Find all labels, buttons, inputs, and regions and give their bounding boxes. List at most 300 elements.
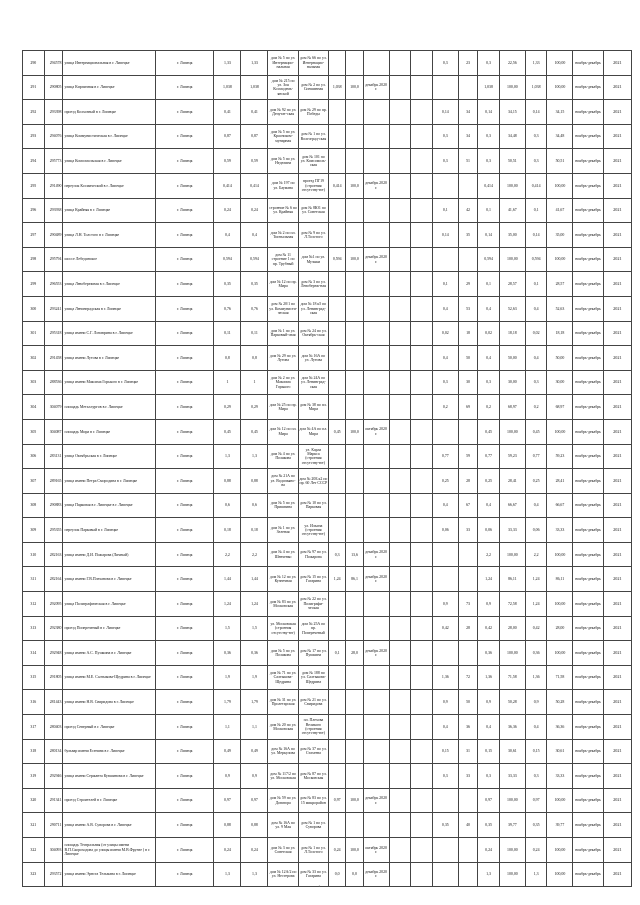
col-e bbox=[411, 346, 433, 371]
city: г. Липецк bbox=[156, 419, 214, 444]
length: 1 bbox=[214, 370, 241, 395]
object-code: 290489 bbox=[44, 223, 62, 248]
col-d bbox=[389, 813, 411, 838]
repair-percent bbox=[458, 567, 477, 592]
result-percent: 59,23 bbox=[499, 444, 525, 469]
result-length: 0,3 bbox=[478, 124, 500, 149]
length: 1,33 bbox=[214, 51, 241, 76]
segment-end: дом № 101 по ул. Комсомоль-ская bbox=[298, 149, 328, 174]
segment-start: дом № 5 по ул. Неделина bbox=[268, 149, 298, 174]
segment-start: дом № 5 по ул. Полякова bbox=[268, 641, 298, 666]
result-length: 0,42 bbox=[478, 616, 500, 641]
length: 0,24 bbox=[214, 838, 241, 863]
year: 2021 bbox=[603, 788, 631, 813]
work-period: ноябрь-декабрь bbox=[573, 739, 603, 764]
col-d bbox=[389, 469, 411, 494]
col-e bbox=[411, 542, 433, 567]
table-row bbox=[23, 296, 632, 321]
result-length: 0,594 bbox=[478, 247, 500, 272]
prev-date bbox=[363, 346, 389, 371]
result-length: 0,4 bbox=[478, 346, 500, 371]
year: 2021 bbox=[603, 419, 631, 444]
repair-percent bbox=[458, 75, 477, 100]
table-row bbox=[23, 149, 632, 174]
length-total: 1,1 bbox=[241, 715, 268, 740]
length: 0,76 bbox=[214, 296, 241, 321]
result-percent: 33,33 bbox=[499, 518, 525, 543]
repair-length: 0,4 bbox=[432, 346, 458, 371]
year: 2021 bbox=[603, 444, 631, 469]
segment-start: строение № 6 по ул. Крайняя bbox=[268, 198, 298, 223]
city: г. Липецк bbox=[156, 665, 214, 690]
segment-start: дом № 31 по ул. Пролетарская bbox=[268, 690, 298, 715]
object-code: 290711 bbox=[44, 813, 62, 838]
col-e bbox=[411, 247, 433, 272]
prev-percent bbox=[346, 444, 363, 469]
length: 0,35 bbox=[214, 272, 241, 297]
final-percent: 100,00 bbox=[547, 51, 573, 76]
city: г. Липецк bbox=[156, 395, 214, 420]
final-percent: 100,00 bbox=[547, 173, 573, 198]
row-number: 303 bbox=[23, 370, 45, 395]
prev-date bbox=[363, 272, 389, 297]
city: г. Липецк bbox=[156, 813, 214, 838]
object-code: 295773 bbox=[44, 149, 62, 174]
segment-start: дом № 5 по ул. Пришвина bbox=[268, 493, 298, 518]
col-e bbox=[411, 567, 433, 592]
result-percent: 30,61 bbox=[499, 739, 525, 764]
final-percent: 100,00 bbox=[547, 641, 573, 666]
city: г. Липецк bbox=[156, 100, 214, 125]
row-number: 318 bbox=[23, 739, 45, 764]
length: 0,24 bbox=[214, 198, 241, 223]
work-period: ноябрь-декабрь bbox=[573, 715, 603, 740]
result-length: 0,3 bbox=[478, 370, 500, 395]
length-total: 1,3 bbox=[241, 444, 268, 469]
result-percent: 41,67 bbox=[499, 198, 525, 223]
prev-length bbox=[329, 715, 346, 740]
result-length: 0,414 bbox=[478, 173, 500, 198]
work-period: ноябрь-декабрь bbox=[573, 862, 603, 887]
col-e bbox=[411, 198, 433, 223]
segment-end: пл. Плехова Великого (строения отсутству-ют) bbox=[298, 715, 328, 740]
road-name: шоссе Лебединское bbox=[63, 247, 156, 272]
object-code: 290883 bbox=[44, 493, 62, 518]
year: 2021 bbox=[603, 518, 631, 543]
result-length: 1,36 bbox=[478, 665, 500, 690]
final-percent: 50,51 bbox=[547, 149, 573, 174]
final-percent: 35,00 bbox=[547, 223, 573, 248]
prev-date bbox=[363, 100, 389, 125]
prev-date bbox=[363, 665, 389, 690]
col-d bbox=[389, 395, 411, 420]
repair-length: 0,25 bbox=[432, 469, 458, 494]
length: 1,24 bbox=[214, 592, 241, 617]
result-length: 0,4 bbox=[478, 296, 500, 321]
prev-length bbox=[329, 493, 346, 518]
final-percent: 71,58 bbox=[547, 665, 573, 690]
work-period: ноябрь-декабрь bbox=[573, 321, 603, 346]
length: 0,6 bbox=[214, 493, 241, 518]
result-length: 0,77 bbox=[478, 444, 500, 469]
col-e bbox=[411, 641, 433, 666]
segment-end: дом № 66 по ул. Интернацио-нальная bbox=[298, 51, 328, 76]
repair-percent bbox=[458, 173, 477, 198]
road-name: улица имени Сержанта Кувшинова в г. Липецке bbox=[63, 764, 156, 789]
result-percent: 35,00 bbox=[499, 223, 525, 248]
final-length: 0,1 bbox=[525, 198, 547, 223]
final-percent: 52,63 bbox=[547, 296, 573, 321]
road-name: проезд Строителей в г. Липецке bbox=[63, 788, 156, 813]
length-total: 0,6 bbox=[241, 493, 268, 518]
segment-start: дом № 20/1 по ул. Коммунисти-ческая bbox=[268, 296, 298, 321]
final-length: 0,4 bbox=[525, 346, 547, 371]
prev-date bbox=[363, 395, 389, 420]
work-period: ноябрь-декабрь bbox=[573, 272, 603, 297]
length: 0,49 bbox=[214, 739, 241, 764]
segment-start: дом № 25 по пр. Мира bbox=[268, 395, 298, 420]
final-length: 0,06 bbox=[525, 518, 547, 543]
col-d bbox=[389, 715, 411, 740]
segment-start: дом № 2 по ул. Максима Горького bbox=[268, 370, 298, 395]
object-code: 304093 bbox=[44, 838, 62, 863]
final-percent: 39,77 bbox=[547, 813, 573, 838]
segment-end: дом № 18 к5 по ул. Ленинград-ская bbox=[298, 296, 328, 321]
row-number: 296 bbox=[23, 198, 45, 223]
segment-end: дом № 38 по пл. Мира bbox=[298, 395, 328, 420]
work-period: ноябрь-декабрь bbox=[573, 149, 603, 174]
prev-length: 0,414 bbox=[329, 173, 346, 198]
col-d bbox=[389, 346, 411, 371]
final-length: 0,3 bbox=[525, 124, 547, 149]
prev-date bbox=[363, 715, 389, 740]
city: г. Липецк bbox=[156, 739, 214, 764]
road-name: улица имени А.В. Суворова в г. Липецке bbox=[63, 813, 156, 838]
work-period: ноябрь-декабрь bbox=[573, 813, 603, 838]
length: 0,8 bbox=[214, 346, 241, 371]
prev-date bbox=[363, 469, 389, 494]
prev-length bbox=[329, 296, 346, 321]
prev-length bbox=[329, 739, 346, 764]
segment-end: дом № 16А по ул. Лутова bbox=[298, 346, 328, 371]
result-percent: 100,00 bbox=[499, 838, 525, 863]
final-percent: 100,00 bbox=[547, 419, 573, 444]
segment-start: дом № 16А по ул. 9 Мая bbox=[268, 813, 298, 838]
result-length: 1,3 bbox=[478, 862, 500, 887]
length-total: 1,3 bbox=[241, 862, 268, 887]
year: 2021 bbox=[603, 296, 631, 321]
segment-end: проезд ПГ19 (строения отсутству-ют) bbox=[298, 173, 328, 198]
row-number: 310 bbox=[23, 542, 45, 567]
segment-start: дом № 12 по пр. Мира bbox=[268, 272, 298, 297]
prev-length: 0,3 bbox=[329, 542, 346, 567]
work-period: ноябрь-декабрь bbox=[573, 518, 603, 543]
final-percent: 30,61 bbox=[547, 739, 573, 764]
length-total: 1,44 bbox=[241, 567, 268, 592]
prev-length: 0,24 bbox=[329, 838, 346, 863]
length-total: 1,33 bbox=[241, 51, 268, 76]
prev-length: 1,038 bbox=[329, 75, 346, 100]
result-length: 0,1 bbox=[478, 198, 500, 223]
repair-percent bbox=[458, 641, 477, 666]
final-length: 0,4 bbox=[525, 493, 547, 518]
year: 2021 bbox=[603, 100, 631, 125]
object-code: 294076 bbox=[44, 124, 62, 149]
segment-start: ул. Московская (строения отсутству-ют) bbox=[268, 616, 298, 641]
length-total: 1,79 bbox=[241, 690, 268, 715]
final-percent: 100,00 bbox=[547, 592, 573, 617]
prev-percent bbox=[346, 739, 363, 764]
row-number: 291 bbox=[23, 75, 45, 100]
result-length: 0,14 bbox=[478, 100, 500, 125]
length: 0,9 bbox=[214, 764, 241, 789]
row-number: 322 bbox=[23, 838, 45, 863]
length: 1,3 bbox=[214, 444, 241, 469]
prev-date: декабрь 2020 г. bbox=[363, 641, 389, 666]
repair-percent: 34 bbox=[458, 124, 477, 149]
col-d bbox=[389, 75, 411, 100]
object-code: 293938 bbox=[44, 198, 62, 223]
result-percent: 52,63 bbox=[499, 296, 525, 321]
road-name: улица Комсомольская в г. Липецке bbox=[63, 149, 156, 174]
road-name: улица Коммунистическая в г. Липецке bbox=[63, 124, 156, 149]
prev-percent: 100,0 bbox=[346, 247, 363, 272]
year: 2021 bbox=[603, 739, 631, 764]
col-e bbox=[411, 493, 433, 518]
prev-percent bbox=[346, 813, 363, 838]
repair-percent: 29 bbox=[458, 272, 477, 297]
prev-date bbox=[363, 296, 389, 321]
work-period: ноябрь-декабрь bbox=[573, 641, 603, 666]
row-number: 311 bbox=[23, 567, 45, 592]
col-e bbox=[411, 690, 433, 715]
city: г. Липецк bbox=[156, 641, 214, 666]
object-code: 304079 bbox=[44, 395, 62, 420]
result-length: 0,4 bbox=[478, 493, 500, 518]
year: 2021 bbox=[603, 198, 631, 223]
repair-length bbox=[432, 173, 458, 198]
prev-length bbox=[329, 444, 346, 469]
prev-date: октябрь 2020 г. bbox=[363, 419, 389, 444]
road-name: улица имени А.С. Пушкина в г. Липецке bbox=[63, 641, 156, 666]
city: г. Липецк bbox=[156, 370, 214, 395]
prev-percent: 100,0 bbox=[346, 419, 363, 444]
repair-percent bbox=[458, 862, 477, 887]
work-period: ноябрь-декабрь bbox=[573, 296, 603, 321]
table-row bbox=[23, 444, 632, 469]
length: 0,36 bbox=[214, 641, 241, 666]
result-percent: 28,41 bbox=[499, 469, 525, 494]
prev-date bbox=[363, 739, 389, 764]
repair-percent bbox=[458, 542, 477, 567]
road-name: бульвар имени Есенина в г. Липецке bbox=[63, 739, 156, 764]
result-percent: 100,00 bbox=[499, 641, 525, 666]
object-code: 283131 bbox=[44, 444, 62, 469]
result-length: 0,3 bbox=[478, 51, 500, 76]
city: г. Липецк bbox=[156, 75, 214, 100]
final-percent: 100,00 bbox=[547, 247, 573, 272]
year: 2021 bbox=[603, 247, 631, 272]
prev-length bbox=[329, 198, 346, 223]
segment-start: дом № 4 по ул. Шевченко bbox=[268, 542, 298, 567]
prev-length bbox=[329, 813, 346, 838]
repair-length: 0,02 bbox=[432, 321, 458, 346]
final-percent: 33,33 bbox=[547, 764, 573, 789]
city: г. Липецк bbox=[156, 469, 214, 494]
prev-percent bbox=[346, 616, 363, 641]
year: 2021 bbox=[603, 395, 631, 420]
col-e bbox=[411, 813, 433, 838]
repair-percent: 50 bbox=[458, 346, 477, 371]
final-length: 0,42 bbox=[525, 616, 547, 641]
final-percent: 100,00 bbox=[547, 838, 573, 863]
length: 0,18 bbox=[214, 518, 241, 543]
year: 2021 bbox=[603, 542, 631, 567]
repair-length bbox=[432, 419, 458, 444]
repair-length bbox=[432, 788, 458, 813]
final-percent: 86,11 bbox=[547, 567, 573, 592]
row-number: 305 bbox=[23, 419, 45, 444]
final-length: 0,15 bbox=[525, 739, 547, 764]
city: г. Липецк bbox=[156, 272, 214, 297]
row-number: 300 bbox=[23, 296, 45, 321]
prev-length bbox=[329, 469, 346, 494]
road-name: площадь Театральная (от улицы имени В.П.Скороходова до улицы имени М.В.Фрунзе ) в г. Липецке bbox=[63, 838, 156, 863]
object-code: 282164 bbox=[44, 567, 62, 592]
road-name: проезд Колхозный в г. Липецке bbox=[63, 100, 156, 125]
col-e bbox=[411, 124, 433, 149]
final-length: 0,02 bbox=[525, 321, 547, 346]
final-percent: 66,67 bbox=[547, 493, 573, 518]
object-code: 291341 bbox=[44, 788, 62, 813]
city: г. Липецк bbox=[156, 616, 214, 641]
prev-date bbox=[363, 321, 389, 346]
col-d bbox=[389, 321, 411, 346]
work-period: ноябрь-декабрь bbox=[573, 838, 603, 863]
row-number: 301 bbox=[23, 321, 45, 346]
city: г. Липецк bbox=[156, 173, 214, 198]
repair-length: 0,3 bbox=[432, 764, 458, 789]
repair-length bbox=[432, 862, 458, 887]
repair-length: 0,35 bbox=[432, 813, 458, 838]
year: 2021 bbox=[603, 75, 631, 100]
result-percent: 28,57 bbox=[499, 272, 525, 297]
result-percent: 72,58 bbox=[499, 592, 525, 617]
prev-percent bbox=[346, 124, 363, 149]
table-row bbox=[23, 321, 632, 346]
col-d bbox=[389, 567, 411, 592]
prev-date bbox=[363, 813, 389, 838]
prev-percent: 100,0 bbox=[346, 838, 363, 863]
col-e bbox=[411, 75, 433, 100]
result-percent: 36,36 bbox=[499, 715, 525, 740]
work-period: ноябрь-декабрь bbox=[573, 395, 603, 420]
road-name: переулок Космический в г. Липецке bbox=[63, 173, 156, 198]
col-d bbox=[389, 419, 411, 444]
segment-end: дом № 87 по ул. Московская bbox=[298, 764, 328, 789]
result-percent: 50,00 bbox=[499, 346, 525, 371]
object-code: 291490 bbox=[44, 173, 62, 198]
row-number: 306 bbox=[23, 444, 45, 469]
prev-length bbox=[329, 665, 346, 690]
result-percent: 68,97 bbox=[499, 395, 525, 420]
col-d bbox=[389, 51, 411, 76]
segment-end: ул. Карла Маркса (строения отсутству-ют) bbox=[298, 444, 328, 469]
footer-mark: · bbox=[318, 882, 321, 891]
prev-date bbox=[363, 592, 389, 617]
result-percent: 86,11 bbox=[499, 567, 525, 592]
table-row bbox=[23, 542, 632, 567]
repair-length: 0,14 bbox=[432, 100, 458, 125]
work-period: ноябрь-декабрь bbox=[573, 198, 603, 223]
work-period: ноябрь-декабрь bbox=[573, 75, 603, 100]
row-number: 312 bbox=[23, 592, 45, 617]
prev-date bbox=[363, 518, 389, 543]
repair-percent: 23 bbox=[458, 51, 477, 76]
object-code: 295794 bbox=[44, 247, 62, 272]
prev-length: 1,24 bbox=[329, 567, 346, 592]
work-period: ноябрь-декабрь bbox=[573, 444, 603, 469]
final-percent: 100,00 bbox=[547, 542, 573, 567]
prev-date bbox=[363, 51, 389, 76]
city: г. Липецк bbox=[156, 247, 214, 272]
repair-percent: 33 bbox=[458, 518, 477, 543]
col-d bbox=[389, 592, 411, 617]
repair-length: 1,36 bbox=[432, 665, 458, 690]
final-length: 0,2 bbox=[525, 395, 547, 420]
repair-length: 0,9 bbox=[432, 690, 458, 715]
road-name: проезд Северный в г. Липецке bbox=[63, 715, 156, 740]
repair-percent bbox=[458, 788, 477, 813]
work-period: ноябрь-декабрь bbox=[573, 124, 603, 149]
final-length: 0,4 bbox=[525, 296, 547, 321]
col-d bbox=[389, 493, 411, 518]
result-length: 1,24 bbox=[478, 567, 500, 592]
segment-end: дом № 21 по ул. Свиридова bbox=[298, 690, 328, 715]
segment-end: дом № 8Ю1 по ул. Советская bbox=[298, 198, 328, 223]
result-length: 0,06 bbox=[478, 518, 500, 543]
col-d bbox=[389, 100, 411, 125]
result-percent: 34,48 bbox=[499, 124, 525, 149]
length-total: 1,9 bbox=[241, 665, 268, 690]
year: 2021 bbox=[603, 641, 631, 666]
prev-date: декабрь 2020 г. bbox=[363, 788, 389, 813]
year: 2021 bbox=[603, 370, 631, 395]
final-length: 0,25 bbox=[525, 469, 547, 494]
road-name: улица имени С.Г. Литаврина в г. Липецке bbox=[63, 321, 156, 346]
repair-percent: 35 bbox=[458, 223, 477, 248]
road-name: улица имени Лутова в г. Липецке bbox=[63, 346, 156, 371]
final-length: 0,4 bbox=[525, 715, 547, 740]
table-row bbox=[23, 51, 632, 76]
result-percent: 100,00 bbox=[499, 247, 525, 272]
object-code: 292095 bbox=[44, 592, 62, 617]
result-length: 2,2 bbox=[478, 542, 500, 567]
final-percent: 100,00 bbox=[547, 862, 573, 887]
result-percent: 66,67 bbox=[499, 493, 525, 518]
prev-percent: 100,0 bbox=[346, 75, 363, 100]
city: г. Липецк bbox=[156, 542, 214, 567]
road-name: площадь Мира в г. Липецке bbox=[63, 419, 156, 444]
col-e bbox=[411, 321, 433, 346]
road-name: улица Кирпичная в г. Липецке bbox=[63, 75, 156, 100]
table-row bbox=[23, 173, 632, 198]
prev-date: декабрь 2020 г. bbox=[363, 75, 389, 100]
length: 0,45 bbox=[214, 419, 241, 444]
col-d bbox=[389, 788, 411, 813]
length: 0,41 bbox=[214, 100, 241, 125]
roads-table bbox=[22, 50, 632, 887]
